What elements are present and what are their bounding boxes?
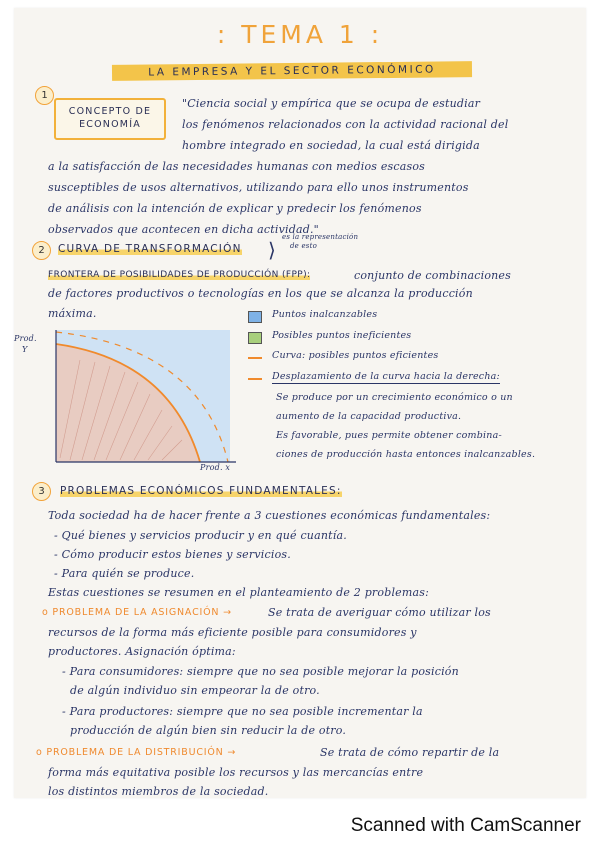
page-title: : TEMA 1 : bbox=[216, 20, 384, 49]
definition-line-7: observados que acontecen en dicha actividad." bbox=[48, 223, 319, 236]
y-axis-label-y: Y bbox=[22, 345, 28, 354]
concept-box bbox=[54, 98, 166, 140]
page-subtitle: LA EMPRESA Y EL SECTOR ECONÓMICO bbox=[112, 61, 472, 81]
producers-line-2: producción de algún bien sin reducir la de otro. bbox=[70, 724, 347, 737]
consumers-line-2: de algún individuo sin empeorar la de otro. bbox=[70, 684, 320, 697]
fpp-line-3: máxima. bbox=[48, 307, 97, 320]
legend-swatch-curve bbox=[248, 357, 262, 359]
fpp-line-2: de factores productivos o tecnologías en los que se alcanza la producción bbox=[48, 287, 473, 300]
legend-unattainable: Puntos inalcanzables bbox=[272, 309, 378, 320]
fpp-heading-text: FRONTERA DE POSIBILIDADES DE PRODUCCIÓN (FPP): bbox=[48, 270, 311, 280]
distribution-text: Se trata de cómo repartir de la bbox=[320, 746, 500, 759]
scanner-watermark: Scanned with CamScanner bbox=[350, 815, 581, 836]
allocation-heading: o PROBLEMA DE LA ASIGNACIÓN → bbox=[42, 607, 232, 618]
allocation-line-2: recursos de la forma más eficiente posible para consumidores y bbox=[48, 626, 417, 639]
definition-line-6: de análisis con la intención de explicar y predecir los fenómenos bbox=[48, 202, 422, 215]
question-3: - Para quién se produce. bbox=[54, 567, 195, 580]
section-2-heading-text: CURVA DE TRANSFORMACIÓN bbox=[58, 243, 242, 255]
side-note-2: de esto bbox=[290, 242, 318, 250]
section-number-2: 2 bbox=[32, 241, 51, 260]
shift-line-4: ciones de producción hasta entonces inalcanzables. bbox=[276, 449, 536, 460]
distribution-line-3: los distintos miembros de la sociedad. bbox=[48, 785, 269, 798]
concept-box-line1: CONCEPTO DE bbox=[68, 106, 152, 118]
legend-curve: Curva: posibles puntos eficientes bbox=[272, 350, 439, 361]
shift-line-2: aumento de la capacidad productiva. bbox=[276, 411, 462, 422]
s3-intro: Toda sociedad ha de hacer frente a 3 cuestiones económicas fundamentales: bbox=[48, 509, 491, 522]
section-number-3: 3 bbox=[32, 482, 51, 501]
allocation-line-3: productores. Asignación óptima: bbox=[48, 645, 236, 658]
consumers-line-1: - Para consumidores: siempre que no sea posible mejorar la posición bbox=[62, 665, 459, 678]
legend-inefficient: Posibles puntos ineficientes bbox=[272, 330, 412, 341]
y-axis-label-prod: Prod. bbox=[14, 334, 37, 343]
shift-line-3: Es favorable, pues permite obtener combina- bbox=[276, 430, 502, 441]
legend-swatch-shift bbox=[248, 378, 262, 380]
allocation-text: Se trata de averiguar cómo utilizar los bbox=[268, 606, 491, 619]
s3-summary: Estas cuestiones se resumen en el planteamiento de 2 problemas: bbox=[48, 586, 430, 599]
section-3-heading bbox=[60, 485, 342, 497]
fpp-heading bbox=[48, 270, 310, 280]
x-axis-label: Prod. x bbox=[200, 463, 231, 472]
question-1: - Qué bienes y servicios producir y en qué cuantía. bbox=[54, 529, 347, 542]
definition-line-4: a la satisfacción de las necesidades humanas con medios escasos bbox=[48, 160, 426, 173]
brace-icon: ⟩ bbox=[268, 238, 276, 262]
ppf-chart bbox=[50, 330, 240, 472]
section-3-heading-text: PROBLEMAS ECONÓMICOS FUNDAMENTALES: bbox=[60, 485, 342, 497]
question-2: - Cómo producir estos bienes y servicios. bbox=[54, 548, 291, 561]
definition-line-3: hombre integrado en sociedad, la cual está dirigida bbox=[182, 139, 480, 152]
legend-swatch-blue bbox=[248, 311, 262, 323]
section-number-1: 1 bbox=[35, 86, 54, 105]
distribution-line-2: forma más equitativa posible los recursos y las mercancías entre bbox=[48, 766, 424, 779]
concept-box-line2: ECONOMÍA bbox=[79, 119, 141, 130]
distribution-heading: o PROBLEMA DE LA DISTRIBUCIÓN → bbox=[36, 747, 237, 758]
section-2-heading bbox=[58, 243, 242, 255]
side-note-1: es la representación bbox=[282, 233, 359, 241]
notebook-page bbox=[14, 8, 586, 798]
shift-line-1: Se produce por un crecimiento económico o un bbox=[276, 392, 513, 403]
definition-line-1: "Ciencia social y empírica que se ocupa de estudiar bbox=[182, 97, 481, 110]
definition-line-5: susceptibles de usos alternativos, utilizando para ello unos instrumentos bbox=[48, 181, 469, 194]
legend-swatch-green bbox=[248, 332, 262, 344]
definition-line-2: los fenómenos relacionados con la actividad racional del bbox=[182, 118, 509, 131]
fpp-line-1: conjunto de combinaciones bbox=[354, 269, 511, 282]
legend-shift: Desplazamiento de la curva hacia la derecha: bbox=[272, 371, 500, 382]
producers-line-1: - Para productores: siempre que no sea posible incrementar la bbox=[62, 705, 423, 718]
